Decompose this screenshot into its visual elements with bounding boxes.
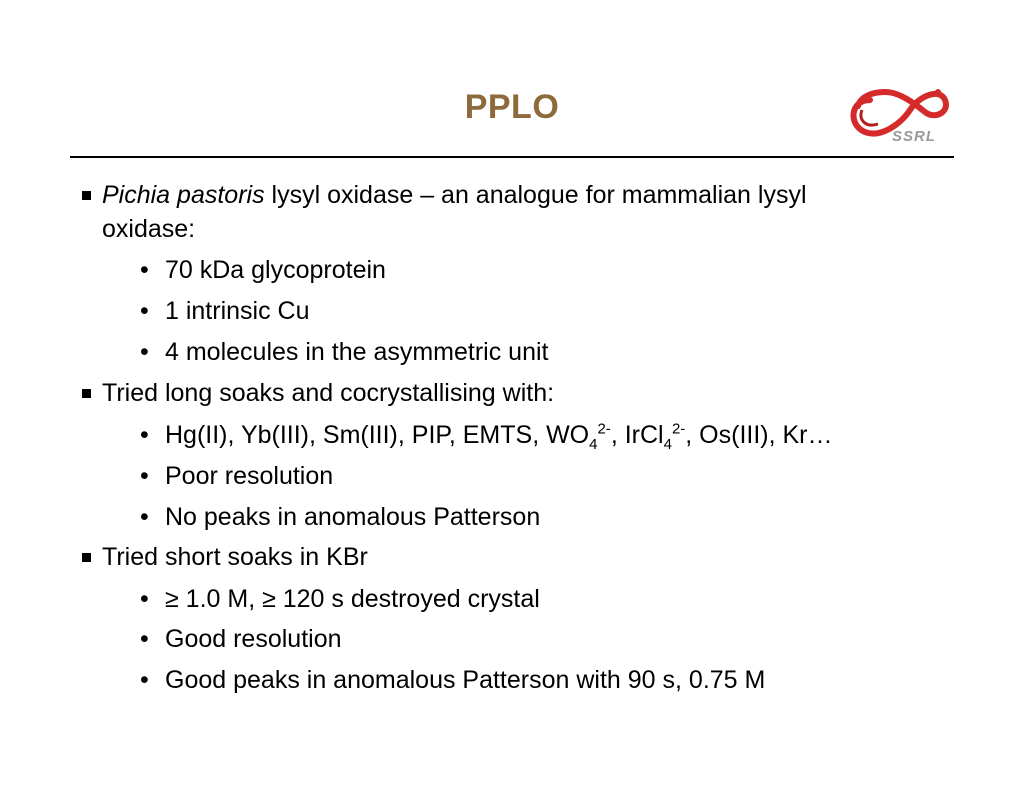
dot-bullet-icon: • [140, 462, 149, 490]
dot-bullet-icon: • [140, 503, 149, 531]
sub-bullet-text: 4 molecules in the asymmetric unit [165, 338, 549, 366]
sub-bullet-text: Hg(II), Yb(III), Sm(III), PIP, EMTS, $WO_4^{2-}$, IrCl$_4^{2-}$, Os(III), Kr… [165, 420, 833, 453]
dot-bullet-icon: • [140, 338, 149, 366]
bullet-continuation: oxidase: [102, 215, 196, 243]
slide-title: PPLO [464, 88, 560, 126]
bullet-text: lysyl oxidase – an analogue for mammalian lysyl [264, 181, 807, 209]
logo-text: SSRL [892, 128, 937, 145]
sub-bullet-text: ≥ 1.0 M, ≥ 120 s destroyed crystal [165, 585, 540, 613]
sub-bullet-text: No peaks in anomalous Patterson [165, 503, 541, 531]
dot-bullet-icon: • [140, 585, 149, 613]
sub-bullet-text: 70 kDa glycoprotein [165, 256, 386, 284]
sub-bullet-text: Poor resolution [165, 462, 334, 490]
square-bullet-icon [82, 389, 91, 398]
species-name: Pichia pastoris [102, 181, 265, 209]
dot-bullet-icon: • [140, 421, 149, 449]
sub-bullet-text: Good peaks in anomalous Patterson with 90 s, 0.75 M [165, 666, 766, 694]
sub-bullet-text: 1 intrinsic Cu [165, 297, 310, 325]
bullet-text: Tried short soaks in KBr [102, 543, 368, 571]
dot-bullet-icon: • [140, 297, 149, 325]
square-bullet-icon [82, 553, 91, 562]
bullet-text: Tried long soaks and cocrystallising with: [102, 379, 555, 407]
dot-bullet-icon: • [140, 256, 149, 284]
sub-bullet-text: Good resolution [165, 625, 342, 653]
dot-bullet-icon: • [140, 625, 149, 653]
square-bullet-icon [82, 191, 91, 200]
dot-bullet-icon: • [140, 666, 149, 694]
